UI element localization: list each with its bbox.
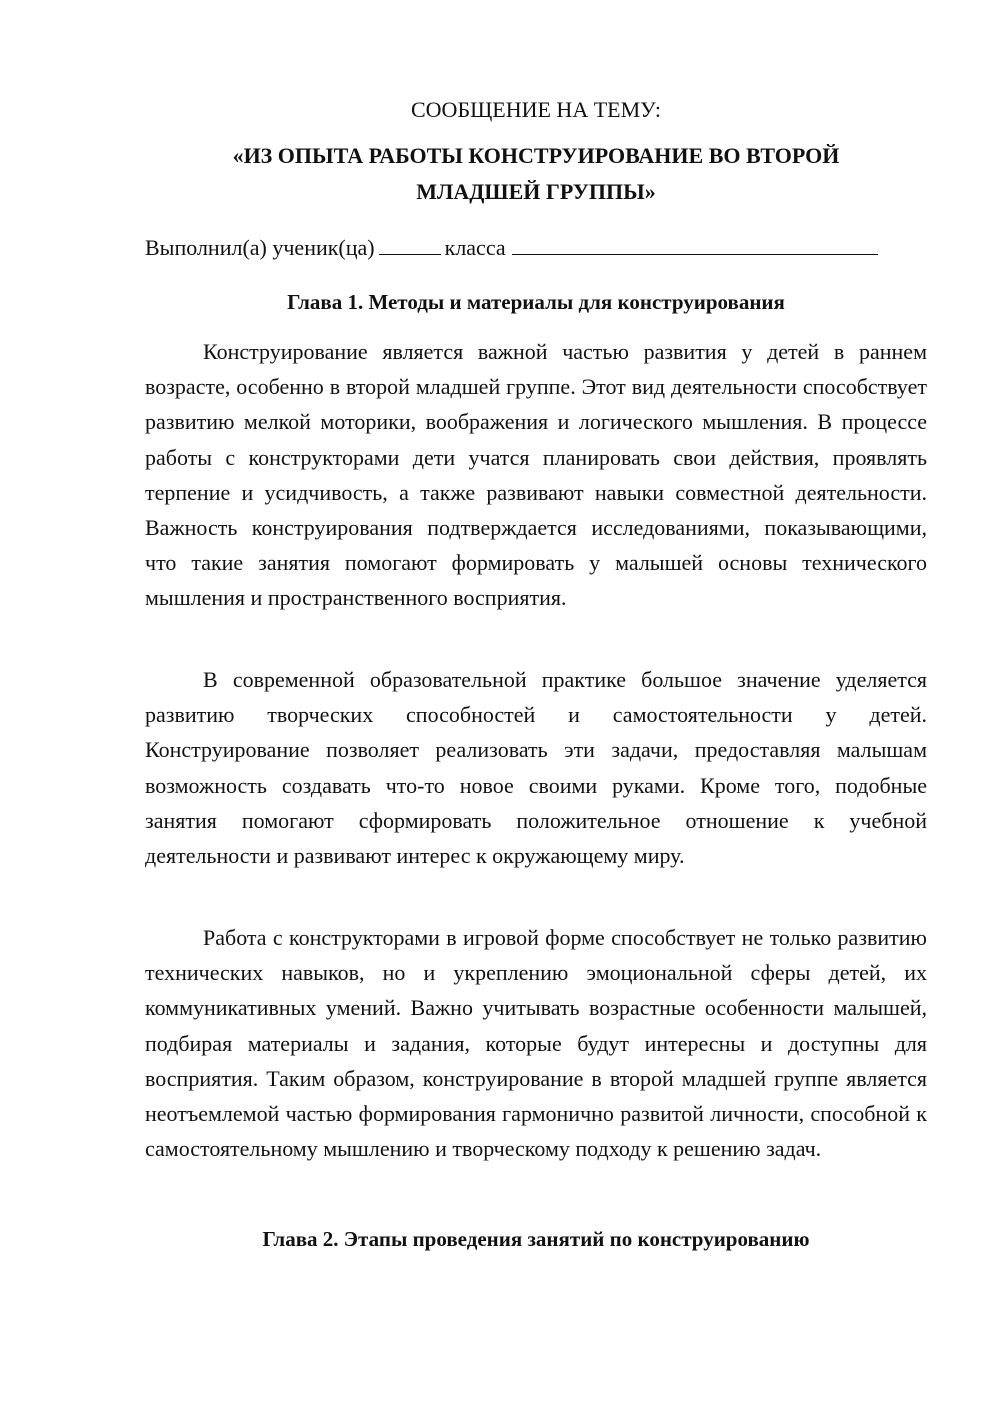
author-label: Выполнил(а) ученик(ца) (145, 235, 375, 260)
chapter-2-title: Глава 2. Этапы проведения занятий по конструированию (262, 1227, 810, 1251)
report-type-heading: СООБЩЕНИЕ НА ТЕМУ: (411, 97, 661, 122)
grade-blank (379, 232, 441, 255)
paragraph-3: Работа с конструкторами в игровой форме способствует не только развитию технических навыков, но и укреплению эмоциональной сферы детей, их коммуникативных умений. Важно учитывать возрастные особенности малышей, подбирая материалы и задания, которые будут интересны и доступны для восприятия. Таким образом, конструирование в второй младшей группе является неотъемлемой частью формирования гармонично развитой личности, способной к самостоятельному мышлению и творческому подходу к решению задач. (145, 925, 927, 1162)
paragraph-1: Конструирование является важной частью развития у детей в раннем возрасте, особенно в второй младшей группе. Этот вид деятельности способствует развитию мелкой моторики, воображения и логического мышления. В процессе работы с конструкторами дети учатся планировать свои действия, проявлять терпение и усидчивость, а также развивают навыки совместной деятельности. Важность конструирования подтверждается исследованиями, показывающими, что такие занятия помогают формировать у малышей основы технического мышления и пространственного восприятия. (145, 339, 927, 611)
report-title-line-2: МЛАДШЕЙ ГРУППЫ» (416, 179, 656, 204)
chapter-1-title: Глава 1. Методы и материалы для конструирования (287, 290, 785, 314)
report-title-line-1: «ИЗ ОПЫТА РАБОТЫ КОНСТРУИРОВАНИЕ ВО ВТОРОЙ (232, 143, 840, 168)
name-blank (512, 232, 878, 255)
paragraph-2: В современной образовательной практике большое значение уделяется развитию творческих способностей и самостоятельности у детей. Конструирование позволяет реализовать эти задачи, предоставляя малышам возможность создавать что-то новое своими руками. Кроме того, подобные занятия помогают сформировать положительное отношение к учебной деятельности и развивают интерес к окружающему миру. (145, 667, 927, 869)
class-label: класса (444, 235, 506, 260)
author-line (145, 232, 927, 264)
